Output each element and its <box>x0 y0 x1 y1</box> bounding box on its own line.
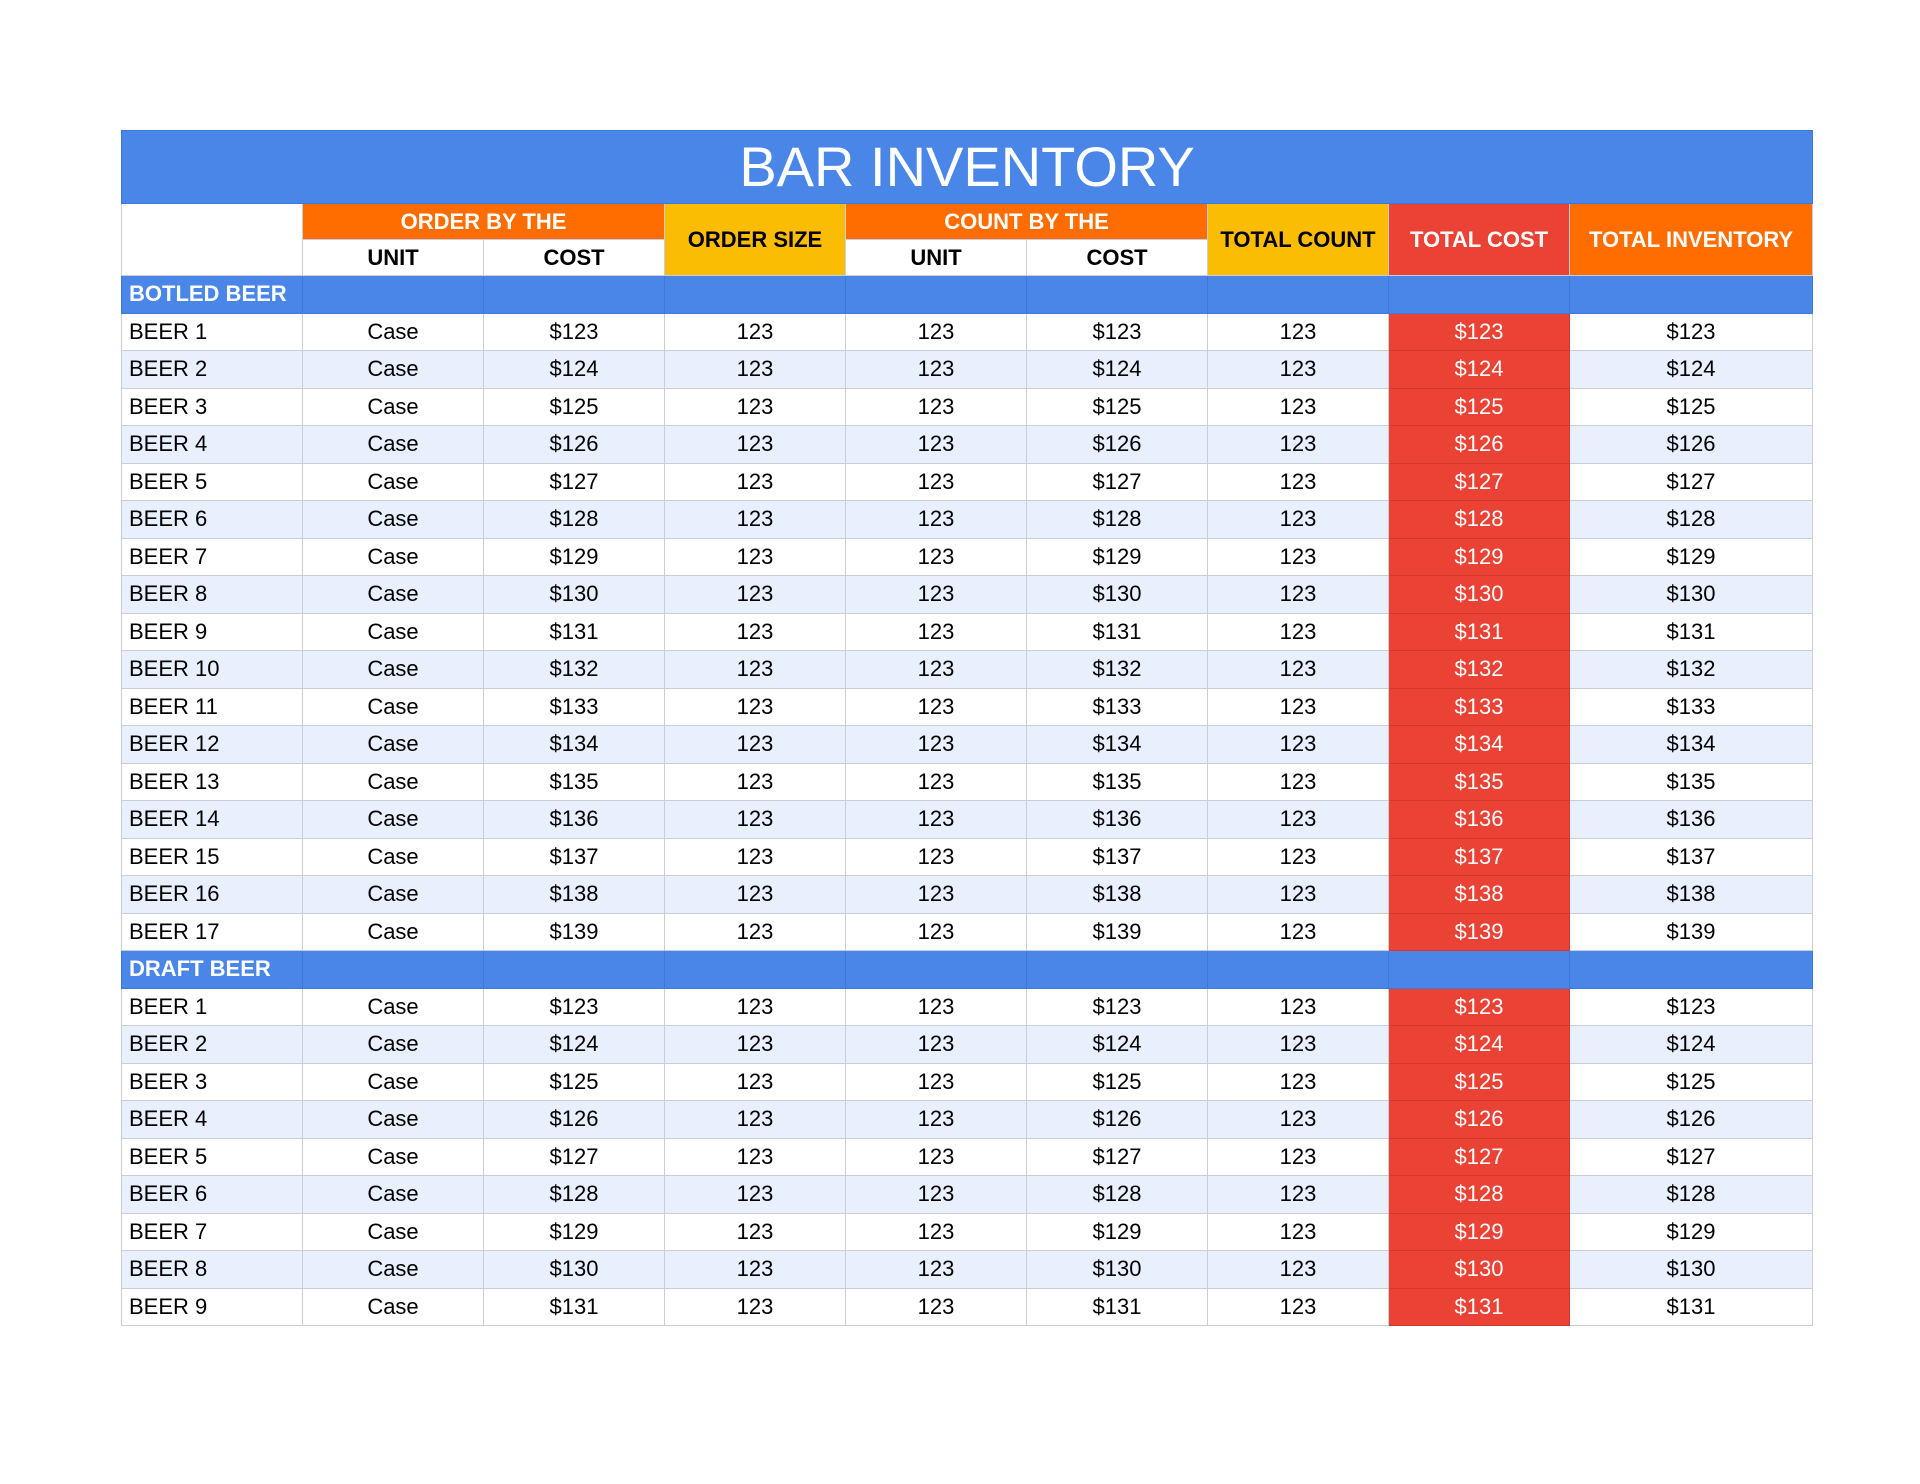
cell-order-size[interactable]: 123 <box>665 876 846 914</box>
cell-cost[interactable]: $130 <box>484 1251 665 1289</box>
table-row <box>122 351 1813 389</box>
cell-cost[interactable]: $123 <box>484 313 665 351</box>
cell-unit[interactable]: Case <box>303 651 484 689</box>
cell-unit[interactable]: Case <box>303 1251 484 1289</box>
header-order-size[interactable]: ORDER SIZE <box>665 204 846 276</box>
cell-count-cost[interactable]: $128 <box>1027 1176 1208 1214</box>
cell-unit[interactable]: Case <box>303 1213 484 1251</box>
section-header-cell[interactable] <box>665 951 846 989</box>
cell-total-count[interactable]: 123 <box>1208 688 1389 726</box>
table-row <box>122 1288 1813 1326</box>
cell-count-cost[interactable]: $138 <box>1027 876 1208 914</box>
cell-count-unit[interactable]: 123 <box>846 763 1027 801</box>
cell-count-cost[interactable]: $124 <box>1027 351 1208 389</box>
section-header-cell[interactable] <box>484 276 665 314</box>
cell-total-cost[interactable]: $127 <box>1389 463 1570 501</box>
cell-total-count[interactable]: 123 <box>1208 313 1389 351</box>
cell-item[interactable]: BEER 1 <box>122 313 303 351</box>
cell-total-count[interactable]: 123 <box>1208 1026 1389 1064</box>
header-total-cost[interactable]: TOTAL COST <box>1389 204 1570 276</box>
header-total-count[interactable]: TOTAL COUNT <box>1208 204 1389 276</box>
table-row <box>122 838 1813 876</box>
cell-cost[interactable]: $126 <box>484 426 665 464</box>
cell-count-cost[interactable]: $139 <box>1027 913 1208 951</box>
cell-count-cost[interactable]: $124 <box>1027 1026 1208 1064</box>
cell-total-count[interactable]: 123 <box>1208 838 1389 876</box>
cell-total-count[interactable]: 123 <box>1208 1138 1389 1176</box>
cell-count-cost[interactable]: $129 <box>1027 1213 1208 1251</box>
cell-count-unit[interactable]: 123 <box>846 1063 1027 1101</box>
cell-count-cost[interactable]: $126 <box>1027 1101 1208 1139</box>
cell-count-cost[interactable]: $129 <box>1027 538 1208 576</box>
table-row <box>122 1138 1813 1176</box>
section-header-cell[interactable] <box>1389 951 1570 989</box>
table-row <box>122 576 1813 614</box>
cell-total-inventory[interactable]: $129 <box>1570 1213 1813 1251</box>
cell-total-cost[interactable]: $130 <box>1389 576 1570 614</box>
section-header-row <box>122 276 1813 314</box>
cell-cost[interactable]: $130 <box>484 576 665 614</box>
cell-total-inventory[interactable]: $129 <box>1570 538 1813 576</box>
cell-order-size[interactable]: 123 <box>665 501 846 539</box>
cell-unit[interactable]: Case <box>303 726 484 764</box>
cell-unit[interactable]: Case <box>303 576 484 614</box>
cell-item[interactable]: BEER 2 <box>122 1026 303 1064</box>
cell-total-count[interactable]: 123 <box>1208 388 1389 426</box>
cell-cost[interactable]: $136 <box>484 801 665 839</box>
cell-item[interactable]: BEER 1 <box>122 988 303 1026</box>
cell-count-cost[interactable]: $125 <box>1027 388 1208 426</box>
section-header-cell[interactable] <box>1570 276 1813 314</box>
cell-cost[interactable]: $133 <box>484 688 665 726</box>
cell-cost[interactable]: $125 <box>484 388 665 426</box>
cell-count-unit[interactable]: 123 <box>846 463 1027 501</box>
cell-count-unit[interactable]: 123 <box>846 1288 1027 1326</box>
cell-total-cost[interactable]: $129 <box>1389 1213 1570 1251</box>
cell-item[interactable]: BEER 10 <box>122 651 303 689</box>
cell-total-count[interactable]: 123 <box>1208 1176 1389 1214</box>
cell-unit[interactable]: Case <box>303 801 484 839</box>
cell-count-cost[interactable]: $123 <box>1027 988 1208 1026</box>
cell-unit[interactable]: Case <box>303 1026 484 1064</box>
subheader-order-unit[interactable]: UNIT <box>303 240 484 276</box>
table-row <box>122 913 1813 951</box>
inventory-sheet <box>121 130 1813 1326</box>
cell-total-inventory[interactable]: $132 <box>1570 651 1813 689</box>
cell-cost[interactable]: $135 <box>484 763 665 801</box>
table-row <box>122 388 1813 426</box>
cell-cost[interactable]: $123 <box>484 988 665 1026</box>
cell-order-size[interactable]: 123 <box>665 426 846 464</box>
cell-unit[interactable]: Case <box>303 1101 484 1139</box>
cell-total-inventory[interactable]: $125 <box>1570 1063 1813 1101</box>
cell-item[interactable]: BEER 17 <box>122 913 303 951</box>
section-header-cell[interactable] <box>1027 276 1208 314</box>
cell-total-count[interactable]: 123 <box>1208 1288 1389 1326</box>
cell-total-inventory[interactable]: $123 <box>1570 988 1813 1026</box>
cell-cost[interactable]: $128 <box>484 501 665 539</box>
subheader-count-cost[interactable]: COST <box>1027 240 1208 276</box>
cell-item[interactable]: BEER 14 <box>122 801 303 839</box>
cell-count-cost[interactable]: $127 <box>1027 1138 1208 1176</box>
cell-item[interactable]: BEER 16 <box>122 876 303 914</box>
subheader-count-unit[interactable]: UNIT <box>846 240 1027 276</box>
cell-count-unit[interactable]: 123 <box>846 838 1027 876</box>
cell-cost[interactable]: $137 <box>484 838 665 876</box>
cell-count-unit[interactable]: 123 <box>846 313 1027 351</box>
cell-total-cost[interactable]: $127 <box>1389 1138 1570 1176</box>
cell-total-inventory[interactable]: $126 <box>1570 1101 1813 1139</box>
cell-total-count[interactable]: 123 <box>1208 876 1389 914</box>
cell-item[interactable]: BEER 9 <box>122 613 303 651</box>
cell-order-size[interactable]: 123 <box>665 988 846 1026</box>
cell-item[interactable]: BEER 4 <box>122 426 303 464</box>
cell-item[interactable]: BEER 5 <box>122 1138 303 1176</box>
cell-unit[interactable]: Case <box>303 876 484 914</box>
cell-unit[interactable]: Case <box>303 1176 484 1214</box>
cell-total-count[interactable]: 123 <box>1208 1063 1389 1101</box>
cell-item[interactable]: BEER 15 <box>122 838 303 876</box>
subheader-order-cost[interactable]: COST <box>484 240 665 276</box>
cell-total-cost[interactable]: $132 <box>1389 651 1570 689</box>
cell-item[interactable]: BEER 9 <box>122 1288 303 1326</box>
cell-total-cost[interactable]: $131 <box>1389 613 1570 651</box>
section-header-cell[interactable] <box>1570 951 1813 989</box>
table-row <box>122 313 1813 351</box>
cell-count-cost[interactable]: $131 <box>1027 1288 1208 1326</box>
cell-total-count[interactable]: 123 <box>1208 351 1389 389</box>
table-row <box>122 876 1813 914</box>
cell-count-cost[interactable]: $135 <box>1027 763 1208 801</box>
cell-total-cost[interactable]: $138 <box>1389 876 1570 914</box>
sheet-title[interactable]: BAR INVENTORY <box>122 131 1813 204</box>
table-row <box>122 801 1813 839</box>
section-header-cell[interactable] <box>846 951 1027 989</box>
cell-order-size[interactable]: 123 <box>665 1251 846 1289</box>
cell-item[interactable]: BEER 7 <box>122 538 303 576</box>
cell-total-inventory[interactable]: $130 <box>1570 576 1813 614</box>
cell-unit[interactable]: Case <box>303 1063 484 1101</box>
section-header-cell[interactable] <box>1389 276 1570 314</box>
cell-unit[interactable]: Case <box>303 613 484 651</box>
cell-total-count[interactable]: 123 <box>1208 651 1389 689</box>
table-row <box>122 988 1813 1026</box>
cell-unit[interactable]: Case <box>303 1138 484 1176</box>
cell-cost[interactable]: $126 <box>484 1101 665 1139</box>
section-header-cell[interactable] <box>665 276 846 314</box>
cell-item[interactable]: BEER 8 <box>122 1251 303 1289</box>
cell-order-size[interactable]: 123 <box>665 313 846 351</box>
cell-order-size[interactable]: 123 <box>665 1101 846 1139</box>
cell-cost[interactable]: $132 <box>484 651 665 689</box>
cell-count-unit[interactable]: 123 <box>846 1138 1027 1176</box>
cell-total-inventory[interactable]: $134 <box>1570 726 1813 764</box>
cell-total-inventory[interactable]: $128 <box>1570 1176 1813 1214</box>
section-header-cell[interactable] <box>1208 951 1389 989</box>
table-row <box>122 426 1813 464</box>
cell-count-cost[interactable]: $123 <box>1027 313 1208 351</box>
cell-total-inventory[interactable]: $139 <box>1570 913 1813 951</box>
section-label[interactable]: BOTLED BEER <box>122 276 303 314</box>
cell-count-unit[interactable]: 123 <box>846 801 1027 839</box>
section-header-cell[interactable] <box>484 951 665 989</box>
section-header-cell[interactable] <box>846 276 1027 314</box>
cell-total-cost[interactable]: $125 <box>1389 388 1570 426</box>
cell-total-inventory[interactable]: $123 <box>1570 313 1813 351</box>
cell-total-cost[interactable]: $126 <box>1389 1101 1570 1139</box>
cell-count-cost[interactable]: $130 <box>1027 1251 1208 1289</box>
cell-total-count[interactable]: 123 <box>1208 913 1389 951</box>
cell-unit[interactable]: Case <box>303 388 484 426</box>
cell-unit[interactable]: Case <box>303 463 484 501</box>
cell-order-size[interactable]: 123 <box>665 1288 846 1326</box>
cell-unit[interactable]: Case <box>303 501 484 539</box>
cell-total-count[interactable]: 123 <box>1208 763 1389 801</box>
cell-total-count[interactable]: 123 <box>1208 801 1389 839</box>
cell-item[interactable]: BEER 7 <box>122 1213 303 1251</box>
cell-total-cost[interactable]: $139 <box>1389 913 1570 951</box>
cell-order-size[interactable]: 123 <box>665 913 846 951</box>
cell-total-inventory[interactable]: $130 <box>1570 1251 1813 1289</box>
cell-cost[interactable]: $128 <box>484 1176 665 1214</box>
table-row <box>122 613 1813 651</box>
cell-unit[interactable]: Case <box>303 838 484 876</box>
cell-count-cost[interactable]: $137 <box>1027 838 1208 876</box>
cell-total-cost[interactable]: $136 <box>1389 801 1570 839</box>
cell-order-size[interactable]: 123 <box>665 763 846 801</box>
cell-count-unit[interactable]: 123 <box>846 576 1027 614</box>
cell-count-cost[interactable]: $131 <box>1027 613 1208 651</box>
cell-count-cost[interactable]: $132 <box>1027 651 1208 689</box>
cell-count-unit[interactable]: 123 <box>846 1026 1027 1064</box>
header-row-1 <box>122 204 1813 240</box>
cell-count-cost[interactable]: $126 <box>1027 426 1208 464</box>
cell-total-inventory[interactable]: $138 <box>1570 876 1813 914</box>
cell-order-size[interactable]: 123 <box>665 1213 846 1251</box>
header-order-by-the[interactable]: ORDER BY THE <box>303 204 665 240</box>
section-header-cell[interactable] <box>1027 951 1208 989</box>
header-count-by-the[interactable]: COUNT BY THE <box>846 204 1208 240</box>
cell-total-cost[interactable]: $125 <box>1389 1063 1570 1101</box>
cell-total-cost[interactable]: $137 <box>1389 838 1570 876</box>
cell-unit[interactable]: Case <box>303 688 484 726</box>
cell-total-inventory[interactable]: $125 <box>1570 388 1813 426</box>
cell-total-count[interactable]: 123 <box>1208 1251 1389 1289</box>
cell-total-inventory[interactable]: $137 <box>1570 838 1813 876</box>
cell-count-unit[interactable]: 123 <box>846 426 1027 464</box>
cell-item[interactable]: BEER 13 <box>122 763 303 801</box>
cell-cost[interactable]: $125 <box>484 1063 665 1101</box>
header-blank-cell[interactable] <box>122 204 303 276</box>
cell-total-cost[interactable]: $124 <box>1389 1026 1570 1064</box>
cell-total-inventory[interactable]: $136 <box>1570 801 1813 839</box>
cell-total-count[interactable]: 123 <box>1208 463 1389 501</box>
cell-cost[interactable]: $124 <box>484 351 665 389</box>
cell-cost[interactable]: $131 <box>484 613 665 651</box>
cell-item[interactable]: BEER 2 <box>122 351 303 389</box>
cell-total-cost[interactable]: $130 <box>1389 1251 1570 1289</box>
cell-order-size[interactable]: 123 <box>665 576 846 614</box>
table-row <box>122 763 1813 801</box>
title-row <box>122 131 1813 204</box>
cell-total-count[interactable]: 123 <box>1208 988 1389 1026</box>
cell-total-inventory[interactable]: $127 <box>1570 463 1813 501</box>
cell-item[interactable]: BEER 4 <box>122 1101 303 1139</box>
cell-item[interactable]: BEER 11 <box>122 688 303 726</box>
cell-count-unit[interactable]: 123 <box>846 988 1027 1026</box>
cell-order-size[interactable]: 123 <box>665 801 846 839</box>
cell-total-cost[interactable]: $123 <box>1389 988 1570 1026</box>
cell-total-inventory[interactable]: $131 <box>1570 1288 1813 1326</box>
cell-total-cost[interactable]: $135 <box>1389 763 1570 801</box>
cell-order-size[interactable]: 123 <box>665 1176 846 1214</box>
cell-unit[interactable]: Case <box>303 313 484 351</box>
table-row <box>122 1251 1813 1289</box>
cell-count-unit[interactable]: 123 <box>846 1176 1027 1214</box>
cell-order-size[interactable]: 123 <box>665 1138 846 1176</box>
cell-item[interactable]: BEER 3 <box>122 388 303 426</box>
cell-unit[interactable]: Case <box>303 538 484 576</box>
table-row <box>122 463 1813 501</box>
cell-order-size[interactable]: 123 <box>665 388 846 426</box>
cell-total-inventory[interactable]: $131 <box>1570 613 1813 651</box>
cell-order-size[interactable]: 123 <box>665 651 846 689</box>
cell-total-inventory[interactable]: $128 <box>1570 501 1813 539</box>
cell-total-cost[interactable]: $123 <box>1389 313 1570 351</box>
cell-count-unit[interactable]: 123 <box>846 351 1027 389</box>
cell-count-unit[interactable]: 123 <box>846 538 1027 576</box>
cell-cost[interactable]: $129 <box>484 1213 665 1251</box>
cell-total-count[interactable]: 123 <box>1208 726 1389 764</box>
header-total-inventory[interactable]: TOTAL INVENTORY <box>1570 204 1813 276</box>
cell-item[interactable]: BEER 6 <box>122 1176 303 1214</box>
cell-total-cost[interactable]: $126 <box>1389 426 1570 464</box>
cell-count-unit[interactable]: 123 <box>846 1213 1027 1251</box>
cell-unit[interactable]: Case <box>303 1288 484 1326</box>
cell-count-unit[interactable]: 123 <box>846 876 1027 914</box>
cell-item[interactable]: BEER 5 <box>122 463 303 501</box>
cell-total-cost[interactable]: $129 <box>1389 538 1570 576</box>
cell-unit[interactable]: Case <box>303 988 484 1026</box>
cell-count-unit[interactable]: 123 <box>846 688 1027 726</box>
section-header-cell[interactable] <box>303 951 484 989</box>
table-row <box>122 726 1813 764</box>
cell-total-inventory[interactable]: $124 <box>1570 1026 1813 1064</box>
cell-item[interactable]: BEER 8 <box>122 576 303 614</box>
cell-total-cost[interactable]: $133 <box>1389 688 1570 726</box>
cell-count-cost[interactable]: $133 <box>1027 688 1208 726</box>
table-row <box>122 1026 1813 1064</box>
cell-count-cost[interactable]: $130 <box>1027 576 1208 614</box>
cell-count-unit[interactable]: 123 <box>846 726 1027 764</box>
cell-total-count[interactable]: 123 <box>1208 1213 1389 1251</box>
cell-count-unit[interactable]: 123 <box>846 1101 1027 1139</box>
cell-cost[interactable]: $131 <box>484 1288 665 1326</box>
cell-order-size[interactable]: 123 <box>665 613 846 651</box>
cell-cost[interactable]: $127 <box>484 1138 665 1176</box>
cell-count-unit[interactable]: 123 <box>846 1251 1027 1289</box>
table-row <box>122 1213 1813 1251</box>
section-header-cell[interactable] <box>303 276 484 314</box>
cell-cost[interactable]: $129 <box>484 538 665 576</box>
cell-unit[interactable]: Case <box>303 426 484 464</box>
section-label[interactable]: DRAFT BEER <box>122 951 303 989</box>
cell-count-cost[interactable]: $134 <box>1027 726 1208 764</box>
section-header-cell[interactable] <box>1208 276 1389 314</box>
cell-total-count[interactable]: 123 <box>1208 576 1389 614</box>
cell-count-cost[interactable]: $136 <box>1027 801 1208 839</box>
cell-count-cost[interactable]: $128 <box>1027 501 1208 539</box>
cell-total-inventory[interactable]: $126 <box>1570 426 1813 464</box>
table-row <box>122 651 1813 689</box>
cell-order-size[interactable]: 123 <box>665 538 846 576</box>
cell-count-cost[interactable]: $127 <box>1027 463 1208 501</box>
table-row <box>122 688 1813 726</box>
cell-total-count[interactable]: 123 <box>1208 613 1389 651</box>
cell-total-cost[interactable]: $134 <box>1389 726 1570 764</box>
cell-cost[interactable]: $134 <box>484 726 665 764</box>
cell-item[interactable]: BEER 3 <box>122 1063 303 1101</box>
cell-total-inventory[interactable]: $135 <box>1570 763 1813 801</box>
cell-cost[interactable]: $139 <box>484 913 665 951</box>
table-row <box>122 501 1813 539</box>
cell-total-cost[interactable]: $128 <box>1389 501 1570 539</box>
cell-cost[interactable]: $124 <box>484 1026 665 1064</box>
cell-total-count[interactable]: 123 <box>1208 1101 1389 1139</box>
cell-count-unit[interactable]: 123 <box>846 388 1027 426</box>
cell-order-size[interactable]: 123 <box>665 688 846 726</box>
cell-total-cost[interactable]: $124 <box>1389 351 1570 389</box>
cell-item[interactable]: BEER 6 <box>122 501 303 539</box>
table-row <box>122 538 1813 576</box>
cell-count-unit[interactable]: 123 <box>846 501 1027 539</box>
cell-order-size[interactable]: 123 <box>665 351 846 389</box>
table-row <box>122 1176 1813 1214</box>
cell-order-size[interactable]: 123 <box>665 463 846 501</box>
cell-total-inventory[interactable]: $124 <box>1570 351 1813 389</box>
cell-total-cost[interactable]: $128 <box>1389 1176 1570 1214</box>
cell-unit[interactable]: Case <box>303 763 484 801</box>
cell-cost[interactable]: $138 <box>484 876 665 914</box>
section-header-row <box>122 951 1813 989</box>
cell-total-count[interactable]: 123 <box>1208 501 1389 539</box>
cell-order-size[interactable]: 123 <box>665 1026 846 1064</box>
cell-item[interactable]: BEER 12 <box>122 726 303 764</box>
table-row <box>122 1101 1813 1139</box>
cell-count-unit[interactable]: 123 <box>846 651 1027 689</box>
cell-order-size[interactable]: 123 <box>665 838 846 876</box>
cell-order-size[interactable]: 123 <box>665 726 846 764</box>
cell-total-inventory[interactable]: $133 <box>1570 688 1813 726</box>
cell-total-count[interactable]: 123 <box>1208 538 1389 576</box>
cell-order-size[interactable]: 123 <box>665 1063 846 1101</box>
cell-total-count[interactable]: 123 <box>1208 426 1389 464</box>
cell-count-unit[interactable]: 123 <box>846 913 1027 951</box>
cell-count-unit[interactable]: 123 <box>846 613 1027 651</box>
cell-unit[interactable]: Case <box>303 913 484 951</box>
table-row <box>122 1063 1813 1101</box>
cell-total-cost[interactable]: $131 <box>1389 1288 1570 1326</box>
cell-total-inventory[interactable]: $127 <box>1570 1138 1813 1176</box>
cell-cost[interactable]: $127 <box>484 463 665 501</box>
cell-unit[interactable]: Case <box>303 351 484 389</box>
cell-count-cost[interactable]: $125 <box>1027 1063 1208 1101</box>
